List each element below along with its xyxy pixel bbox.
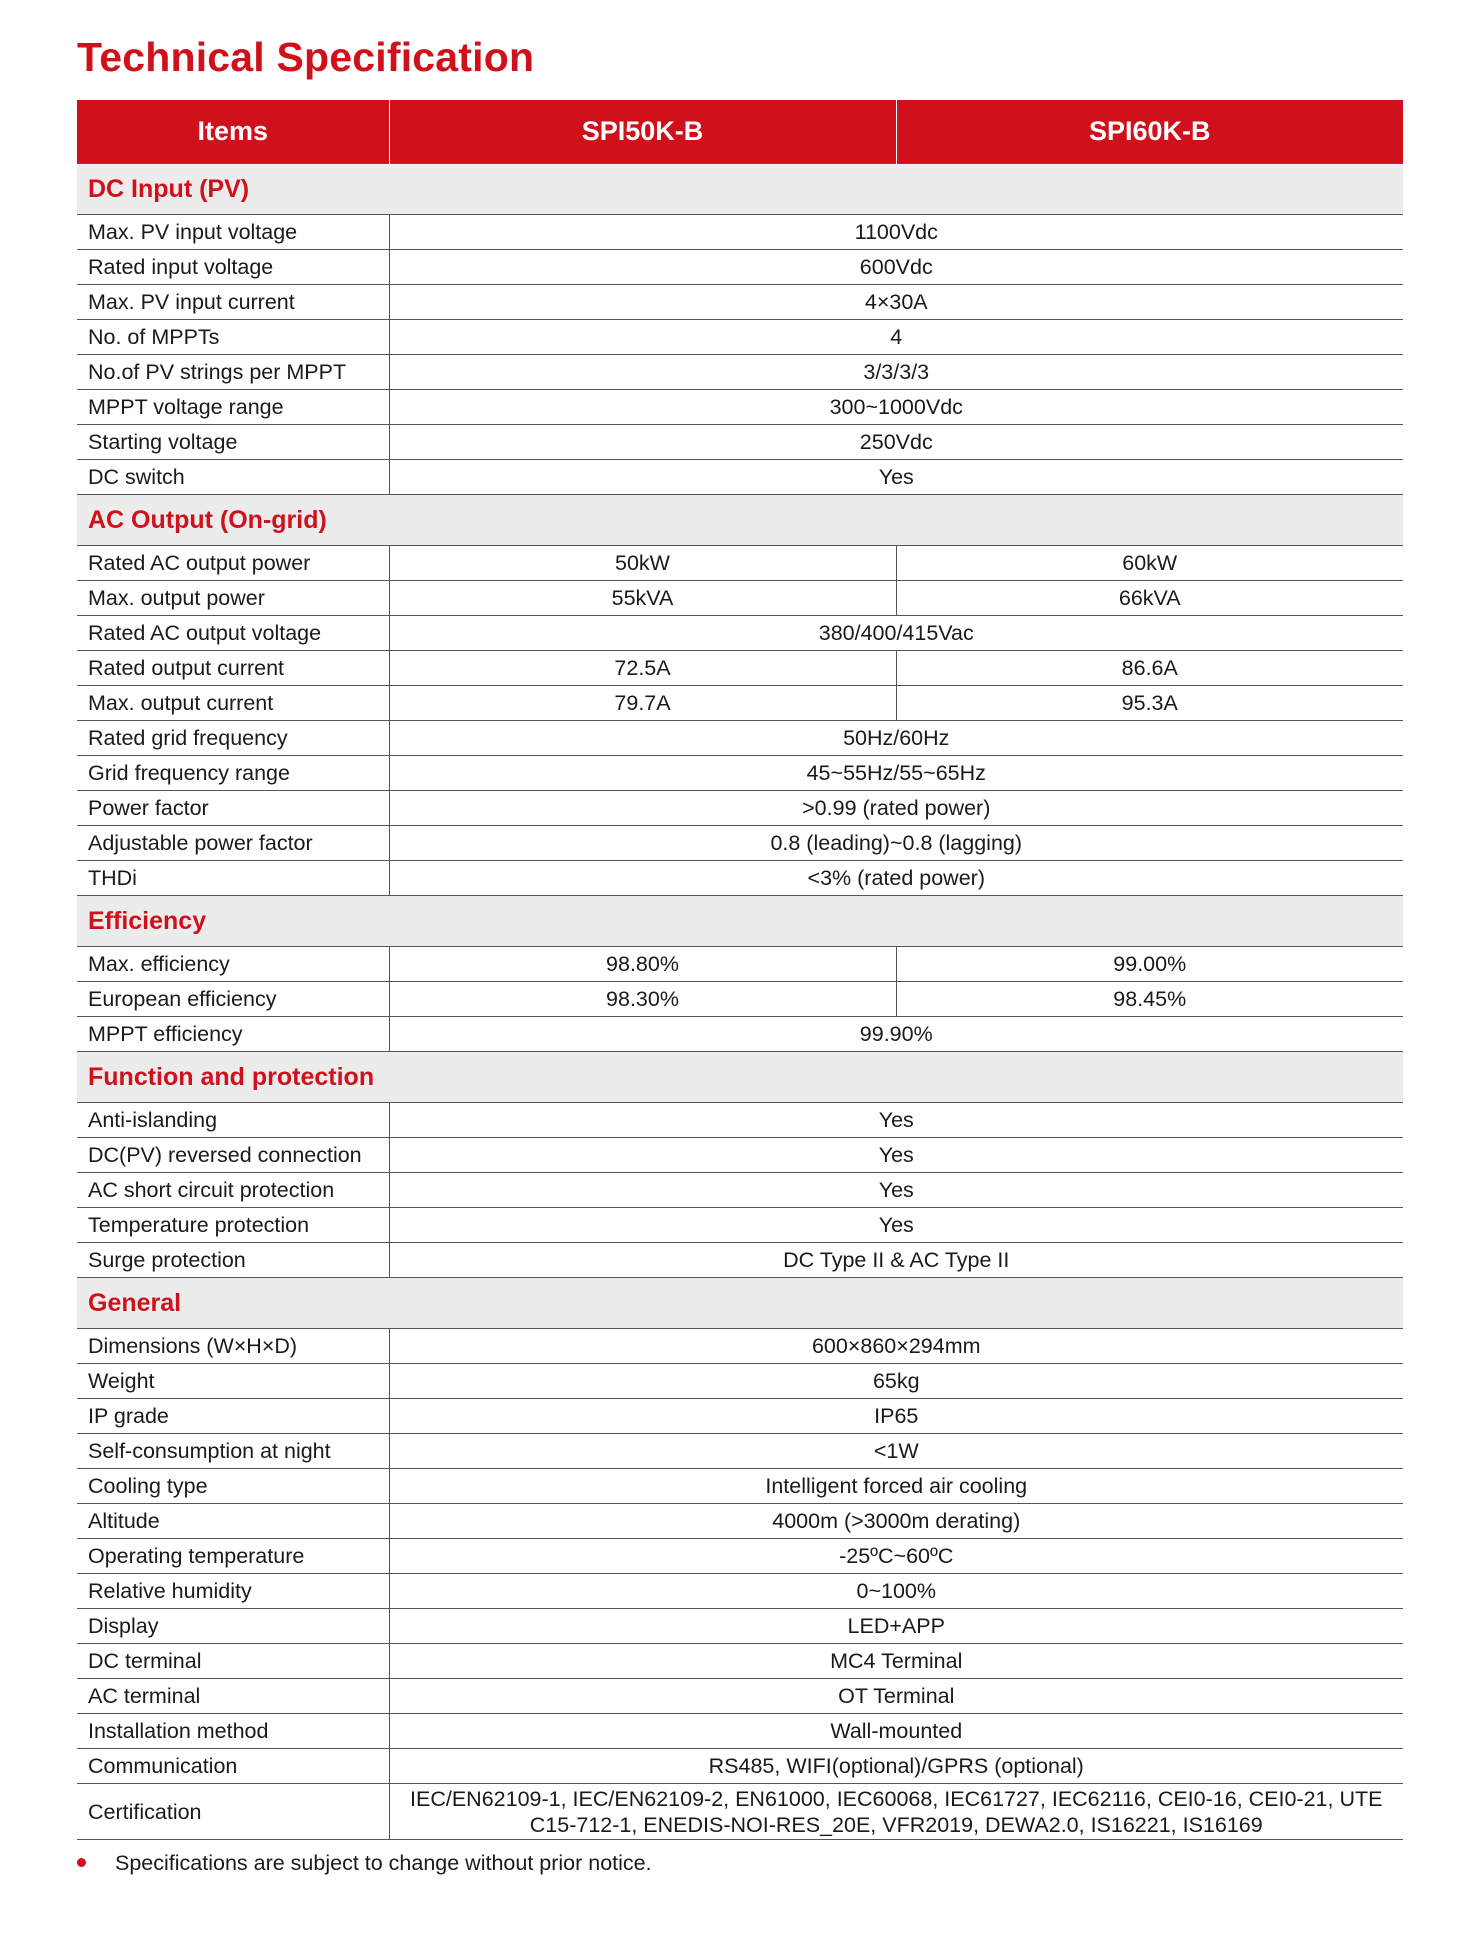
row-label: Rated output current [77,651,389,686]
row-value: 65kg [389,1364,1403,1399]
row-value-model-2: 95.3A [896,686,1403,721]
row-label: Operating temperature [77,1539,389,1574]
row-value-model-1: 79.7A [389,686,896,721]
footnote-text: Specifications are subject to change without prior notice. [115,1851,652,1875]
row-value: 50Hz/60Hz [389,721,1403,756]
table-row [77,390,1403,425]
row-value: 0~100% [389,1574,1403,1609]
table-row [77,1609,1403,1644]
table-row [77,1399,1403,1434]
row-value: IEC/EN62109-1, IEC/EN62109-2, EN61000, IEC60068, IEC61727, IEC62116, CEI0-16, CEI0-21, UTE C15-712-1, ENEDIS-NOI-RES_20E, VFR2019, DEWA2.0, IS16221, IS16169 [389,1784,1403,1840]
section-header [77,896,1403,947]
row-label: Relative humidity [77,1574,389,1609]
table-row [77,215,1403,250]
section-title: Efficiency [77,896,1403,947]
row-value: DC Type II & AC Type II [389,1243,1403,1278]
table-row [77,460,1403,495]
row-label: MPPT voltage range [77,390,389,425]
row-value: 99.90% [389,1017,1403,1052]
row-value: 4 [389,320,1403,355]
row-value: OT Terminal [389,1679,1403,1714]
table-row [77,1679,1403,1714]
table-row [77,1784,1403,1840]
row-value-model-2: 99.00% [896,947,1403,982]
row-value: Yes [389,1138,1403,1173]
header-model-2: SPI60K-B [896,100,1403,164]
row-value: 300~1000Vdc [389,390,1403,425]
row-label: Certification [77,1784,389,1840]
table-row [77,285,1403,320]
row-label: DC terminal [77,1644,389,1679]
table-row [77,1243,1403,1278]
row-value: Yes [389,460,1403,495]
row-label: Max. output current [77,686,389,721]
spec-table [77,100,1403,1840]
table-row [77,947,1403,982]
table-row [77,1208,1403,1243]
row-label: Max. output power [77,581,389,616]
row-label: European efficiency [77,982,389,1017]
table-row [77,1138,1403,1173]
header-items: Items [77,100,389,164]
row-label: Grid frequency range [77,756,389,791]
row-label: DC(PV) reversed connection [77,1138,389,1173]
section-header [77,164,1403,215]
row-label: No.of PV strings per MPPT [77,355,389,390]
row-value-model-2: 86.6A [896,651,1403,686]
row-label: Rated AC output voltage [77,616,389,651]
table-row [77,982,1403,1017]
row-value-model-2: 60kW [896,546,1403,581]
table-row [77,425,1403,460]
table-row [77,791,1403,826]
row-value: <3% (rated power) [389,861,1403,896]
row-label: Weight [77,1364,389,1399]
section-header [77,495,1403,546]
row-value: Intelligent forced air cooling [389,1469,1403,1504]
row-value-model-1: 98.30% [389,982,896,1017]
table-row [77,826,1403,861]
row-value: LED+APP [389,1609,1403,1644]
row-label: AC terminal [77,1679,389,1714]
row-value: Yes [389,1173,1403,1208]
row-value: 1100Vdc [389,215,1403,250]
row-label: Communication [77,1749,389,1784]
table-row [77,756,1403,791]
row-label: Altitude [77,1504,389,1539]
table-row [77,250,1403,285]
table-row [77,1329,1403,1364]
row-value: >0.99 (rated power) [389,791,1403,826]
table-row [77,1469,1403,1504]
page-title: Technical Specification [77,34,535,80]
table-row [77,1644,1403,1679]
section-title: Function and protection [77,1052,1403,1103]
row-label: Rated input voltage [77,250,389,285]
spec-table-body [77,164,1403,1840]
row-label: Rated grid frequency [77,721,389,756]
table-row [77,581,1403,616]
row-label: Rated AC output power [77,546,389,581]
row-value: Wall-mounted [389,1714,1403,1749]
table-row [77,861,1403,896]
row-label: Power factor [77,791,389,826]
row-value: MC4 Terminal [389,1644,1403,1679]
row-label: AC short circuit protection [77,1173,389,1208]
row-value: 3/3/3/3 [389,355,1403,390]
table-row [77,1173,1403,1208]
table-row [77,355,1403,390]
row-label: Anti-islanding [77,1103,389,1138]
row-value: 600Vdc [389,250,1403,285]
row-label: IP grade [77,1399,389,1434]
table-row [77,1017,1403,1052]
row-value: -25ºC~60ºC [389,1539,1403,1574]
row-label: Surge protection [77,1243,389,1278]
row-label: Temperature protection [77,1208,389,1243]
table-row [77,1434,1403,1469]
row-value-model-1: 50kW [389,546,896,581]
row-label: Dimensions (W×H×D) [77,1329,389,1364]
table-row [77,1714,1403,1749]
row-label: Max. PV input current [77,285,389,320]
row-label: No. of MPPTs [77,320,389,355]
row-label: Max. PV input voltage [77,215,389,250]
table-row [77,721,1403,756]
row-value: 600×860×294mm [389,1329,1403,1364]
table-row [77,686,1403,721]
row-value: 4×30A [389,285,1403,320]
row-value: RS485, WIFI(optional)/GPRS (optional) [389,1749,1403,1784]
row-value: 4000m (>3000m derating) [389,1504,1403,1539]
row-label: Self-consumption at night [77,1434,389,1469]
table-row [77,651,1403,686]
table-row [77,546,1403,581]
table-header-row [77,100,1403,164]
row-value: <1W [389,1434,1403,1469]
row-label: DC switch [77,460,389,495]
table-row [77,1539,1403,1574]
row-value-model-2: 98.45% [896,982,1403,1017]
row-label: Starting voltage [77,425,389,460]
section-title: General [77,1278,1403,1329]
row-value: 380/400/415Vac [389,616,1403,651]
table-row [77,1364,1403,1399]
row-value: Yes [389,1103,1403,1138]
row-value-model-2: 66kVA [896,581,1403,616]
row-value-model-1: 72.5A [389,651,896,686]
row-value: 45~55Hz/55~65Hz [389,756,1403,791]
row-label: Display [77,1609,389,1644]
row-value: IP65 [389,1399,1403,1434]
table-row [77,320,1403,355]
row-value: 250Vdc [389,425,1403,460]
row-label: Adjustable power factor [77,826,389,861]
section-title: DC Input (PV) [77,164,1403,215]
header-model-1: SPI50K-B [389,100,896,164]
row-label: MPPT efficiency [77,1017,389,1052]
row-label: THDi [77,861,389,896]
table-row [77,1103,1403,1138]
section-header [77,1278,1403,1329]
row-value: Yes [389,1208,1403,1243]
row-value: 0.8 (leading)~0.8 (lagging) [389,826,1403,861]
row-label: Cooling type [77,1469,389,1504]
table-row [77,1749,1403,1784]
table-row [77,1504,1403,1539]
row-label: Max. efficiency [77,947,389,982]
section-title: AC Output (On-grid) [77,495,1403,546]
section-header [77,1052,1403,1103]
table-row [77,1574,1403,1609]
row-value-model-1: 98.80% [389,947,896,982]
table-row [77,616,1403,651]
bullet-icon [77,1858,86,1867]
footnote [77,1851,652,1876]
row-value-model-1: 55kVA [389,581,896,616]
row-label: Installation method [77,1714,389,1749]
